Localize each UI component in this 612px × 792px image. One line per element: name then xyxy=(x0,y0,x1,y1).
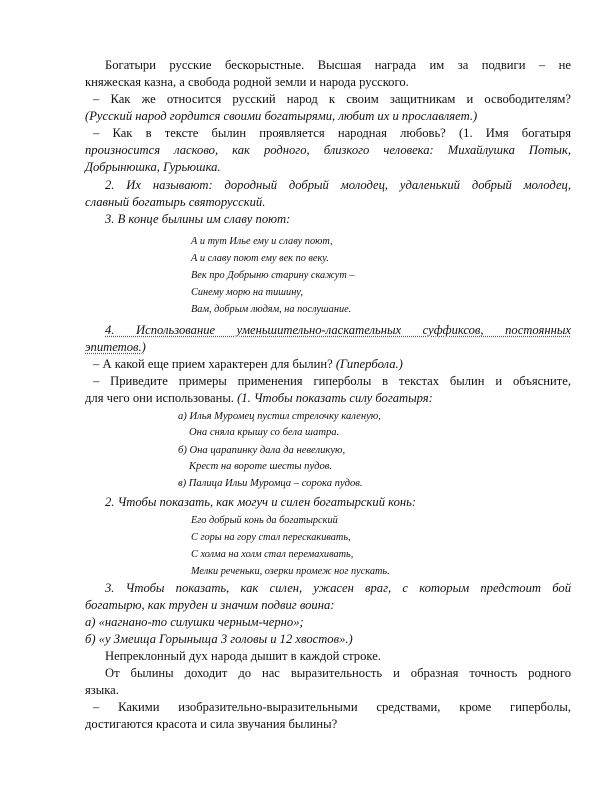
example-line: б) Она царапинку дала да невеликую, xyxy=(178,445,346,456)
poem-line: Синему морю на тишину, xyxy=(191,287,303,298)
question-text: для чего они использованы. xyxy=(85,391,238,405)
paragraph-line: Богатыри русские бескорыстные. Высшая награда им за подвиги – не xyxy=(105,58,571,72)
answer-line: 2. Чтобы показать, как могуч и силен богатырский конь: xyxy=(105,495,417,509)
question-line: – Какими изобразительно-выразительными средствами, кроме гиперболы, xyxy=(93,700,571,714)
question-line: – Как в тексте былин проявляется народная любовь? (1. Имя богатыря xyxy=(93,126,571,140)
paragraph-line: От былины доходит до нас выразительность и образная точность родного xyxy=(105,666,571,680)
answer-line: эпитетов.) xyxy=(85,340,146,354)
example-line: в) Палица Ильи Муромца – сорока пудов. xyxy=(178,478,363,489)
question-line: – Приведите примеры применения гиперболы в текстах былин и объясните, xyxy=(93,374,571,388)
poem-line: А и тут Илье ему и славу поют, xyxy=(191,236,333,247)
poem-line: Его добрый конь да богатырский xyxy=(191,515,338,526)
answer-line: (Русский народ гордится своими богатырями, любит их и прославляет.) xyxy=(85,109,478,123)
paragraph-line: Непреклонный дух народа дышит в каждой строке. xyxy=(105,649,381,663)
answer-line: богатырю, как труден и значим подвиг воина: xyxy=(85,598,335,612)
question-text: – А какой еще прием характерен для былин? xyxy=(93,357,336,371)
answer-line: 4. Использование уменьшительно-ласкательных суффиксов, постоянных xyxy=(105,323,571,337)
question-line xyxy=(85,356,571,372)
paragraph-line: княжеская казна, а свобода родной земли и народа русского. xyxy=(85,75,409,89)
answer-line: 3. Чтобы показать, как силен, ужасен враг, с которым предстоит бой xyxy=(105,581,571,595)
answer-line: б) «у Змеища Горыныща 3 головы и 12 хвостов».) xyxy=(85,632,353,646)
example-line: а) Илья Муромец пустил стрелочку каленую, xyxy=(178,411,381,422)
answer-line: 2. Их называют: дородный добрый молодец, удаленький добрый молодец, xyxy=(105,178,571,192)
answer-line: произносится ласково, как родного, близкого человека: Михайлушка Потык, xyxy=(85,143,571,157)
answer-line: Добрынюшка, Гурьюшка. xyxy=(85,160,221,174)
poem-line: С холма на холм стал перемахивать, xyxy=(191,549,354,560)
answer-line: а) «нагнано-то силушки черным-черно»; xyxy=(85,615,304,629)
poem-line: С горы на гору стал перескакивать, xyxy=(191,532,351,543)
example-line: Она сняла крышу со бела шатра. xyxy=(189,427,340,438)
answer-line: 3. В конце былины им славу поют: xyxy=(105,212,291,226)
answer-text: (1. Чтобы показать силу богатыря: xyxy=(237,391,433,405)
question-line: достигаются красота и сила звучания былины? xyxy=(85,717,338,731)
poem-line: Вам, добрым людям, на послушание. xyxy=(191,304,352,315)
poem-line: А и славу поют ему век по веку. xyxy=(191,253,329,264)
paragraph-line: языка. xyxy=(85,683,119,697)
question-line xyxy=(85,390,571,406)
poem-line: Мелки реченьки, озерки промеж ног пускать. xyxy=(191,566,390,577)
example-line: Крест на вороте шесты пудов. xyxy=(189,461,333,472)
question-line: – Как же относится русский народ к своим защитникам и освободителям? xyxy=(93,92,571,106)
answer-text: (Гипербола.) xyxy=(335,357,403,371)
poem-line: Век про Добрыню старину скажут – xyxy=(191,270,355,281)
answer-line: славный богатырь святорусский. xyxy=(85,195,266,209)
